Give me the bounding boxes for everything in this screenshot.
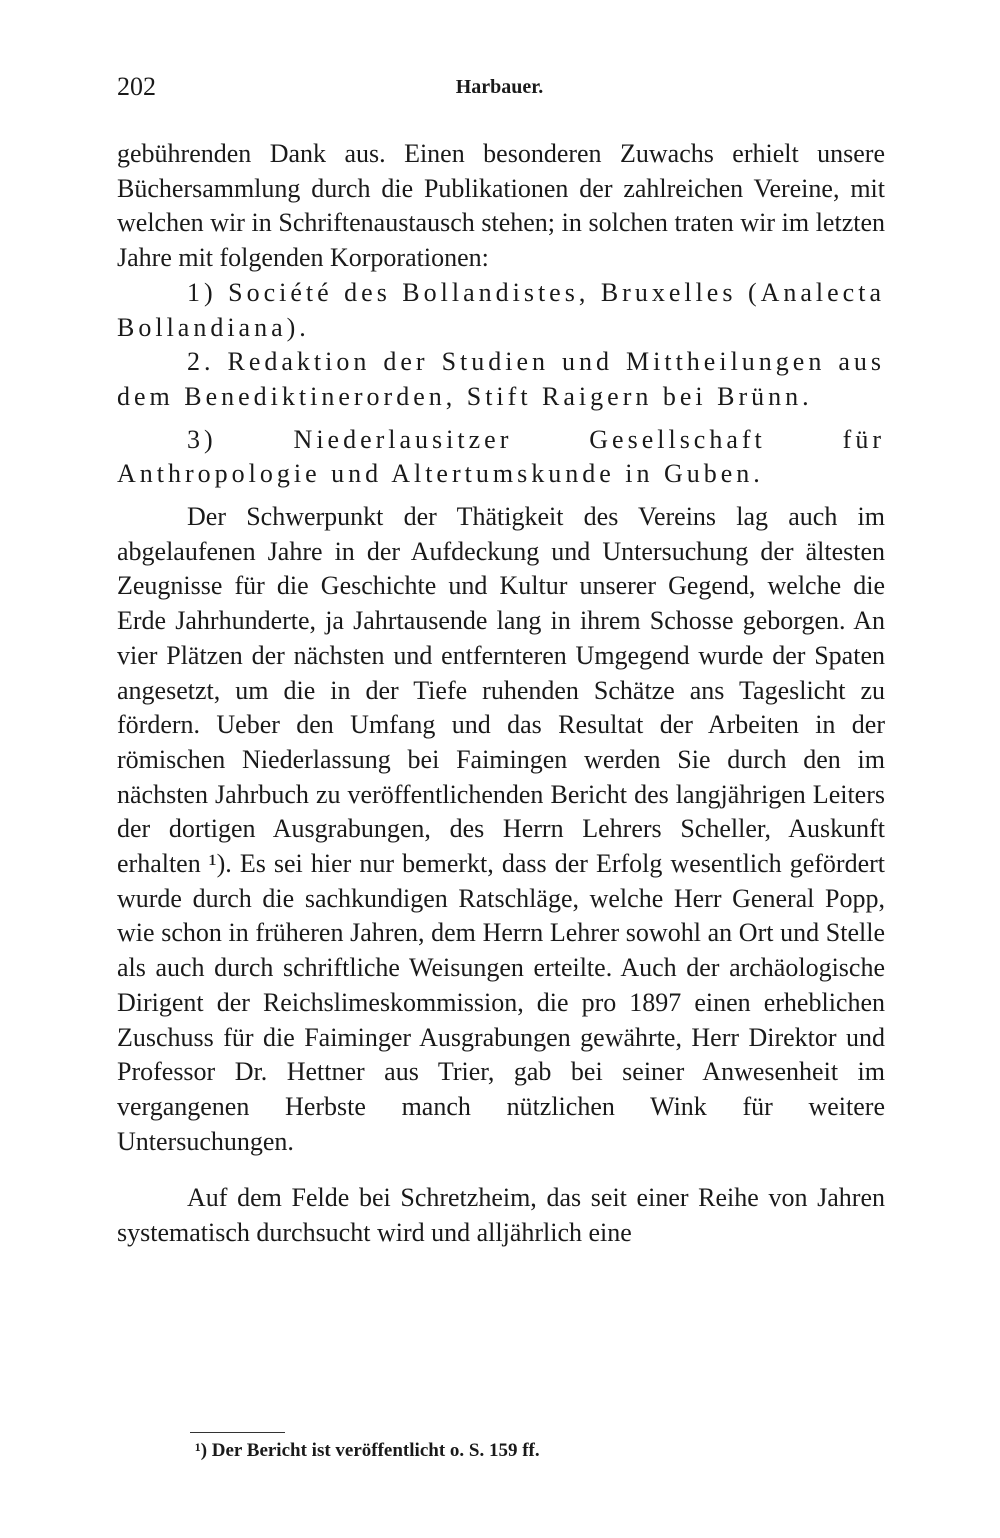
running-title: Harbauer. [455, 76, 544, 98]
paragraph-intro: gebührenden Dank aus. Einen besonderen Zuwachs erhielt unsere Büchersammlung durch die Publikationen der zahlreichen Vereine, mit welchen wir in Schriftenaustausch stehen; in solchen traten wir im letzten Jahre mit folgenden Korporationen: [117, 139, 885, 273]
footnote-divider [190, 1432, 285, 1433]
list-item-1: 1) Société des Bollandistes, Bruxelles (Analecta Bollandiana). [117, 277, 885, 342]
list-item-3: 3) Niederlausitzer Gesellschaft für Anthropologie und Altertumskunde in Guben. [117, 424, 885, 489]
paragraph-schretzheim: Auf dem Felde bei Schretzheim, das seit einer Reihe von Jahren systematisch durchsucht wird und alljährlich eine [117, 1183, 885, 1248]
page-header [117, 72, 882, 108]
list-item-2: 2. Redaktion der Studien und Mittheilungen aus dem Benediktinerorden, Stift Raigern bei Brünn. [117, 347, 885, 411]
body-text [117, 137, 885, 1251]
page-number: 202 [117, 72, 156, 101]
paragraph-main: Der Schwerpunkt der Thätigkeit des Vereins lag auch im abgelaufenen Jahre in der Aufdeckung und Untersuchung der ältesten Zeugnisse für die Geschichte und Kultur unserer Gegend, welche die Erde Jahrhunderte, ja Jahrtausende lang in ihrem Schosse geborgen. An vier Plätzen der nächsten und entfernteren Umgegend wurde der Spaten angesetzt, um die in der Tiefe ruhenden Schätze ans Tageslicht zu fördern. Ueber den Umfang und das Resultat der Arbeiten in der römischen Niederlassung bei Faimingen werden Sie durch den im nächsten Jahrbuch zu veröffentlichenden Bericht des langjährigen Leiters der dortigen Ausgrabungen, des Herrn Lehrers Scheller, Auskunft erhalten ¹). Es sei hier nur bemerkt, dass der Erfolg wesentlich gefördert wurde durch die sachkundigen Ratschläge, welche Herr General Popp, wie schon in früheren Jahren, dem Herrn Lehrer sowohl an Ort und Stelle als auch durch schriftliche Weisungen erteilte. Auch der archäologische Dirigent der Reichslimeskommission, die pro 1897 einen erheblichen Zuschuss für die Faiminger Ausgrabungen gewährte, Herr Direktor und Professor Dr. Hettner aus Trier, gab bei seiner Anwesenheit im vergangenen Herbste manch nützlichen Wink für weitere Untersuchungen. [117, 502, 885, 1156]
footnote: ¹) Der Bericht ist veröffentlicht o. S. 159 ff. [195, 1440, 540, 1461]
